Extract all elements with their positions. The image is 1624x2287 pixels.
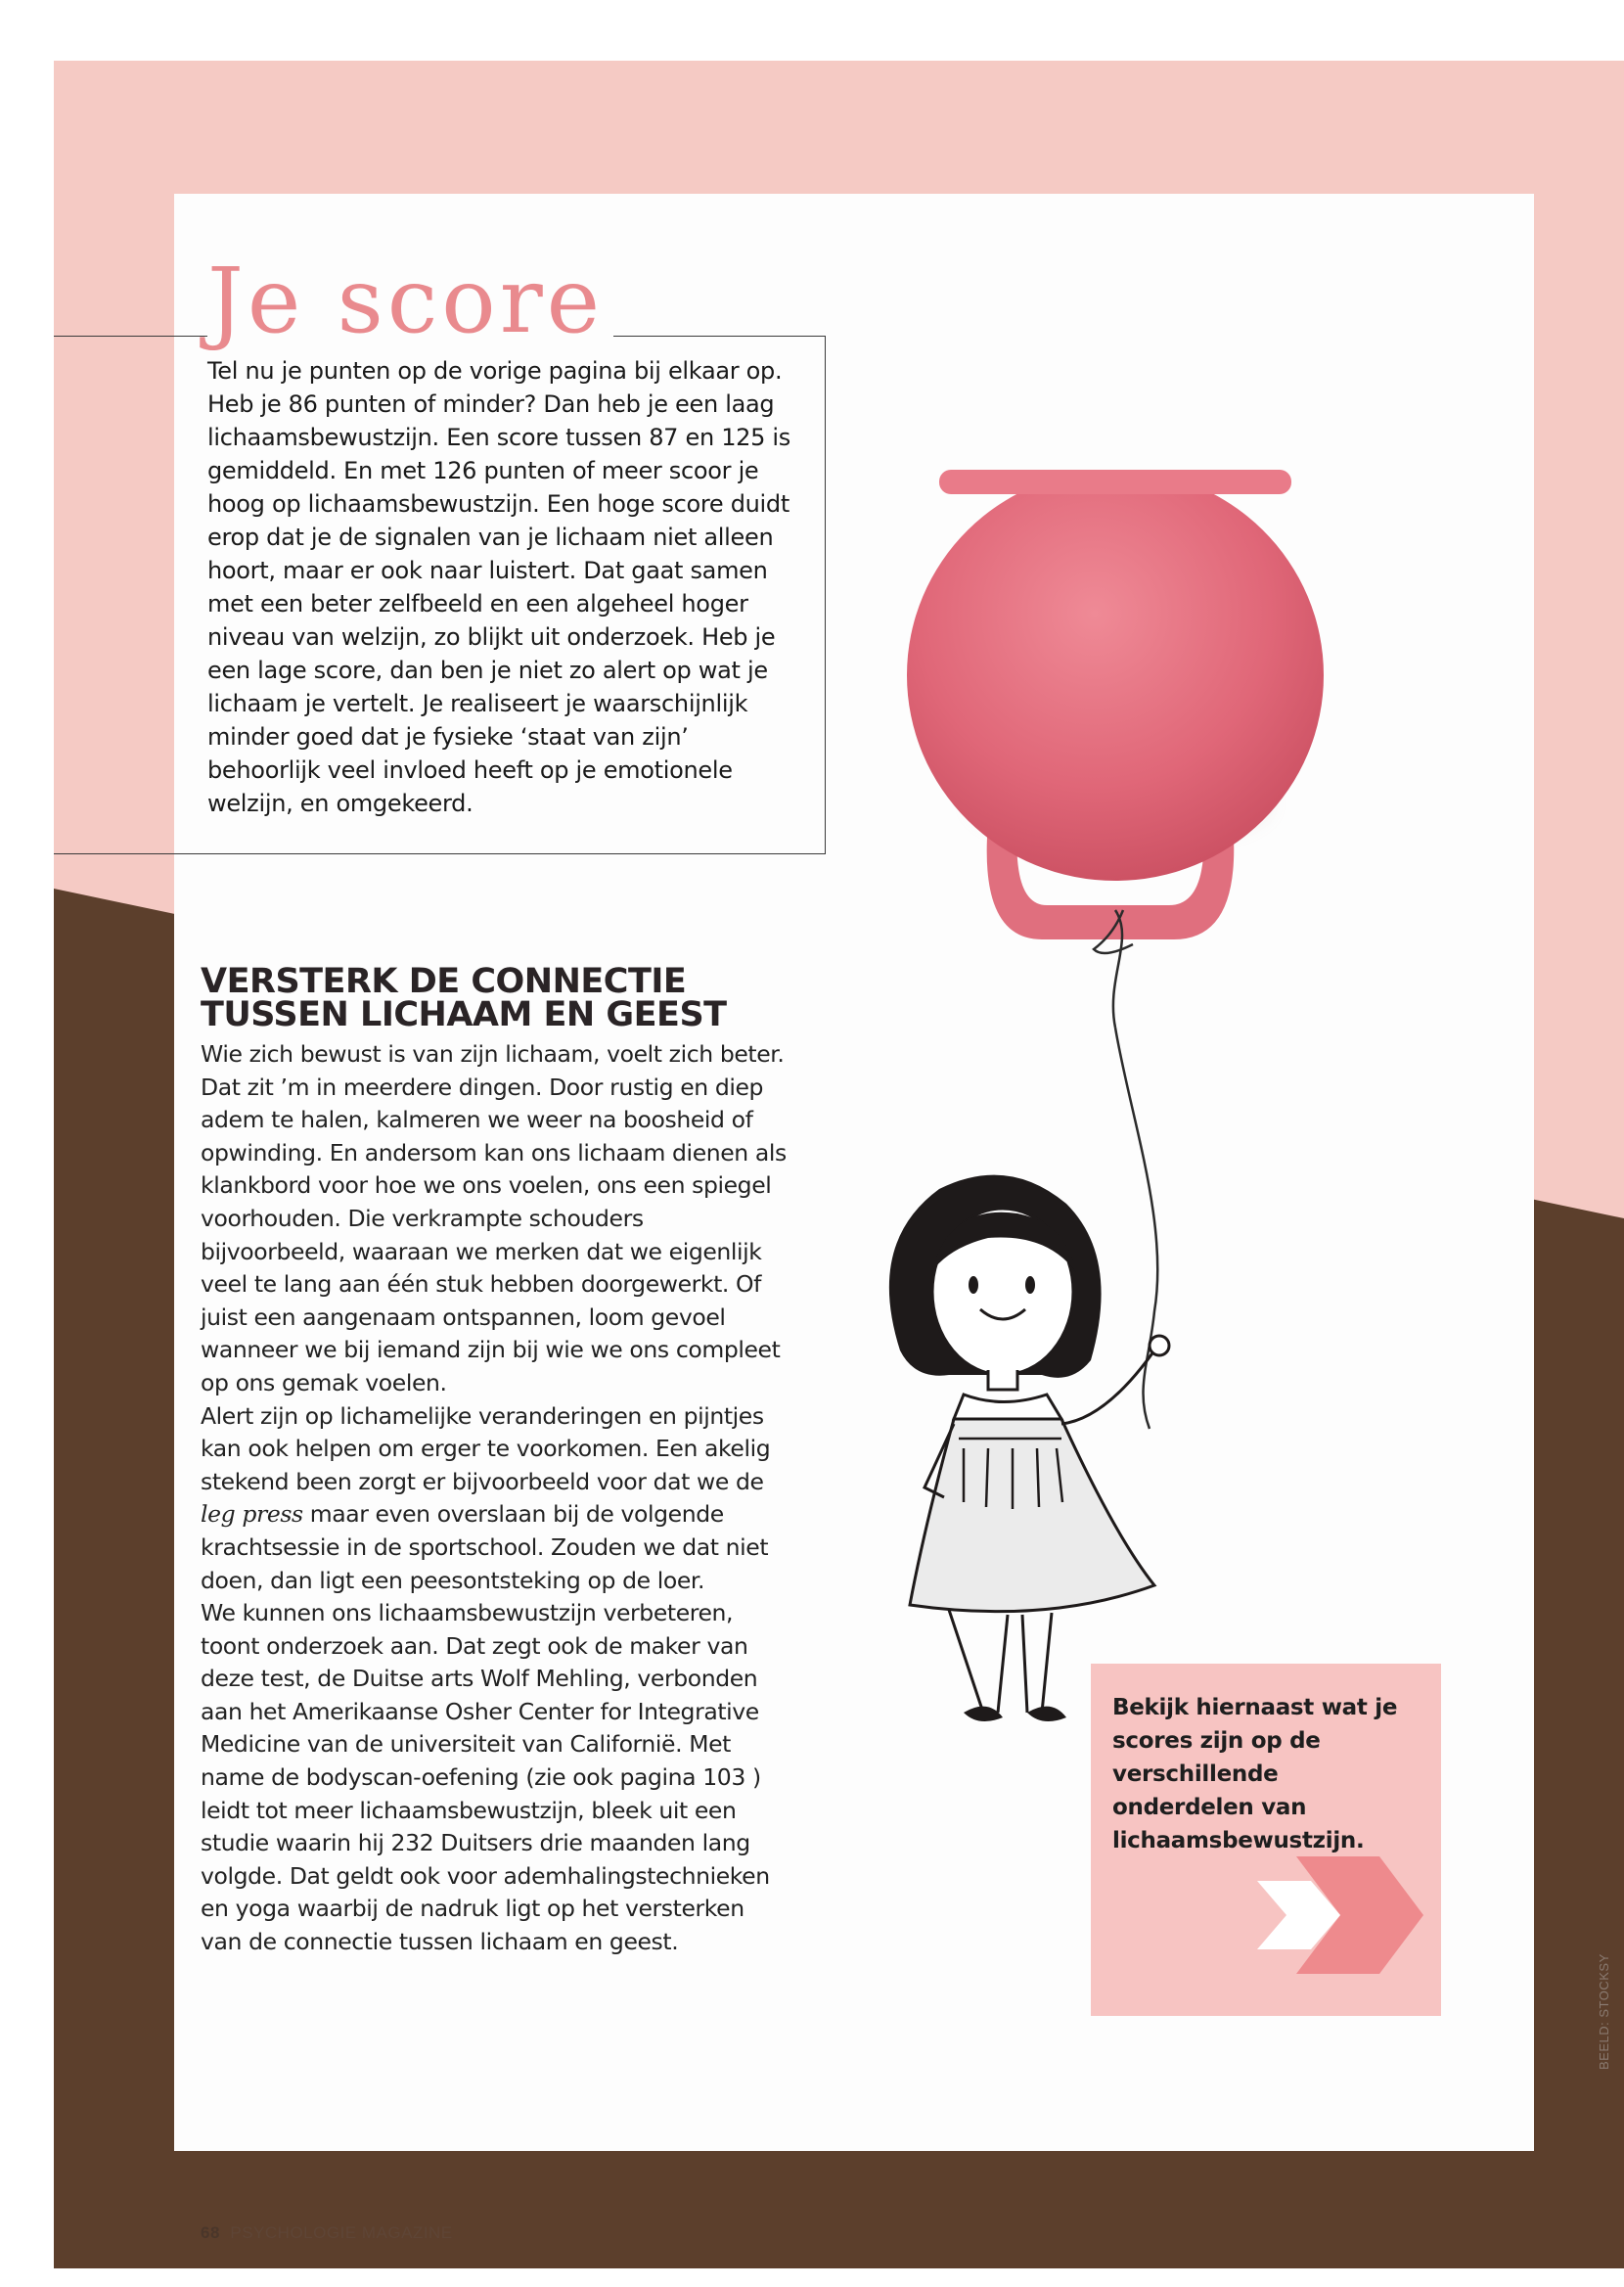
article-paragraph-2-end: maar even overslaan bij de volgende krachtsessie in de sportschool. Zouden we dat niet doen, dan ligt een peesontsteking op de loer. xyxy=(201,1500,769,1594)
article-heading-line-1: VERSTERK DE CONNECTIE xyxy=(201,962,687,1001)
callout-text: Bekijk hiernaast wat je scores zijn op de verschillende onderdelen van lichaamsbewustzijn. xyxy=(1112,1695,1398,1853)
article-paragraph-1: Wie zich bewust is van zijn lichaam, voelt zich beter. Dat zit ’m in meerdere dingen. Door rustig en diep adem te halen, kalmeren we weer na boosheid of opwinding. En andersom kan ons lichaam dienen als klankbord voor hoe we ons voelen, ons een spiegel voorhouden. Die verkrampte schouders bijvoorbeeld, waaraan we merken dat we eigenlijk veel te lang aan één stuk hebben doorgewerkt. Of juist een aangenaam ontspannen, loom gevoel wanneer we bij iemand zijn bij wie we ons compleet op ons gemak voelen. xyxy=(201,1040,787,1396)
score-title: Je score xyxy=(207,256,613,346)
score-body: Tel nu je punten op de vorige pagina bij elkaar op. Heb je 86 punten of minder? Dan heb je een laag lichaamsbewustzijn. Een score tussen 87 en 125 is gemiddeld. En met 126 punten of meer scoor je hoog op lichaamsbewustzijn. Een hoge score duidt erop dat je de signalen van je lichaam niet alleen hoort, maar er ook naar luistert. Dat gaat samen met een beter zelfbeeld en een algeheel hoger niveau van welzijn, zo blijkt uit onderzoek. Heb je een lage score, dan ben je niet zo alert op wat je lichaam je vertelt. Je realiseert je waarschijnlijk minder goed dat je fysieke ‘staat van zijn’ behoorlijk veel invloed heeft op je emotionele welzijn, en omgekeerd. xyxy=(207,357,790,817)
page-number: 68 xyxy=(201,2223,220,2242)
article-body xyxy=(201,1038,788,1959)
article-paragraph-2-start: Alert zijn op lichamelijke veranderingen en pijntjes kan ook helpen om erger te voorkomen. Een akelig stekend been zorgt er bijvoorbeeld voor dat we de xyxy=(201,1401,771,1495)
article-heading-line-2: TUSSEN LICHAAM EN GEEST xyxy=(201,995,727,1034)
article-paragraph-2 xyxy=(201,1400,788,1598)
leg-press-term: leg press xyxy=(201,1500,303,1529)
photo-credit: BEELD: STOCKSY xyxy=(1597,1953,1611,2070)
article-heading xyxy=(201,962,788,1034)
magazine-name: PSYCHOLOGIE MAGAZINE xyxy=(230,2223,453,2242)
chevron-arrows-icon xyxy=(1257,1852,1428,1979)
page-footer xyxy=(201,2223,453,2243)
article-paragraph-3: We kunnen ons lichaamsbewustzijn verbeteren, toont onderzoek aan. Dat zegt ook de maker van deze test, de Duitse arts Wolf Mehling, verbonden aan het Amerikaanse Osher Center for Integrative Medicine van de universiteit van Californië. Met name de bodyscan-oefening (zie ook pagina 103 ) leidt tot meer lichaamsbewustzijn, bleek uit een studie waarin hij 232 Duitsers drie maanden lang volgde. Dat geldt ook voor ademhalingstechnieken en yoga waarbij de nadruk ligt op het versterken van de connectie tussen lichaam en geest. xyxy=(201,1599,770,1956)
